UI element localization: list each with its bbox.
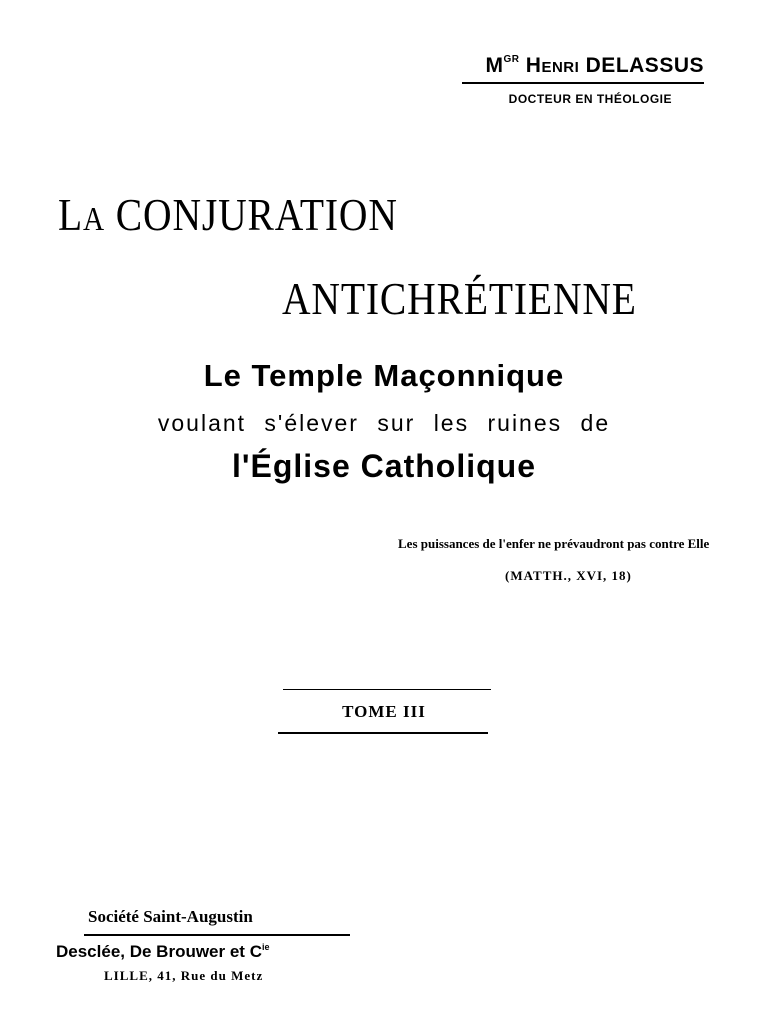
publisher-society: Société Saint-Augustin [88, 907, 253, 926]
publisher-divider [84, 934, 350, 936]
author-first-rest: ENRI [541, 59, 580, 76]
publisher-name-sup: ie [261, 942, 270, 952]
title-line-2: ANTICHRÉTIENNE [282, 273, 637, 324]
tome-divider-top [283, 689, 491, 690]
author-prefix-sup: GR [503, 54, 520, 65]
subtitle-line-3: l'Église Catholique [232, 448, 536, 484]
title-article-rest: A [83, 201, 106, 238]
title-line-1 [58, 188, 398, 241]
author-prefix: M [485, 54, 504, 77]
author-degree: DOCTEUR EN THÉOLOGIE [508, 92, 672, 106]
publisher-address: LILLE, 41, Rue du Metz [104, 968, 264, 983]
publisher-name [56, 942, 269, 962]
author-divider [462, 82, 704, 84]
volume-label: TOME III [342, 702, 426, 721]
author-name [462, 54, 704, 78]
publisher-name-text: Desclée, De Brouwer et C [56, 942, 262, 961]
epigraph-reference: (MATTH., XVI, 18) [505, 568, 632, 583]
author-last-name: DELASSUS [585, 54, 704, 77]
title-article-initial: L [58, 189, 84, 240]
author-first-initial: H [525, 54, 542, 77]
tome-divider-bottom [278, 732, 488, 734]
subtitle-line-2: voulant s'élever sur les ruines de [157, 410, 611, 436]
title-word: CONJURATION [115, 189, 398, 240]
subtitle-line-1: Le Temple Maçonnique [203, 358, 565, 393]
epigraph-text: Les puissances de l'enfer ne prévaudront pas contre Elle [398, 536, 710, 551]
